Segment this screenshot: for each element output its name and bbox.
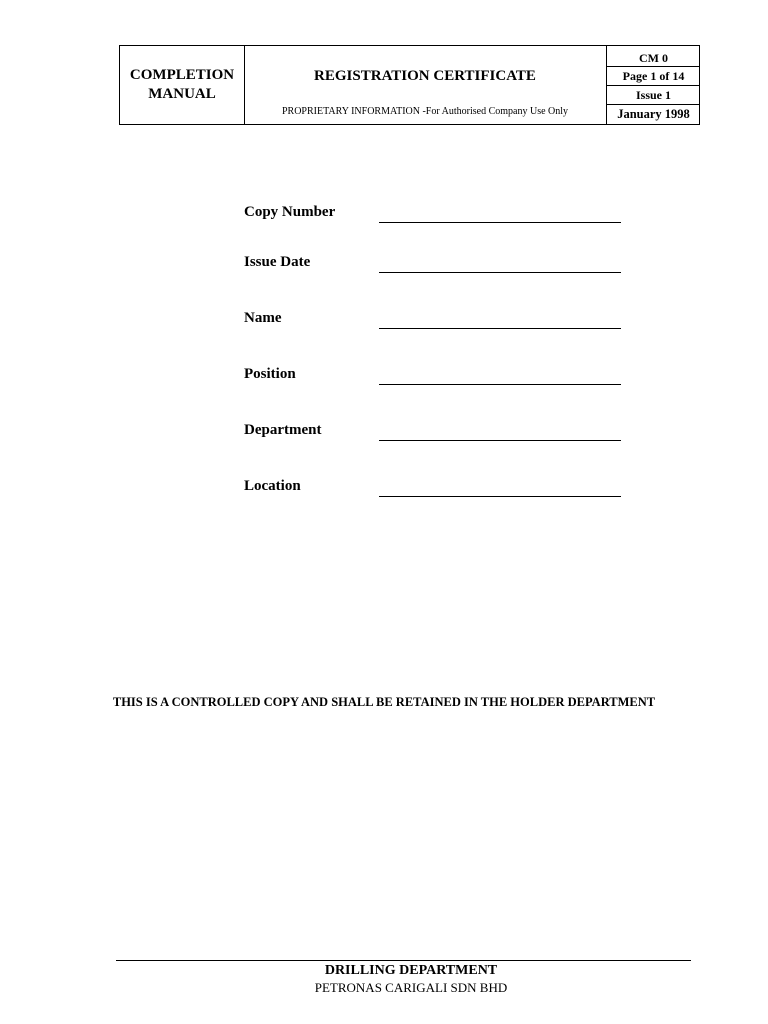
position-label: Position xyxy=(244,366,296,382)
department-field[interactable] xyxy=(379,440,621,441)
issue-number: Issue 1 xyxy=(607,85,700,104)
footer-department: DRILLING DEPARTMENT xyxy=(324,963,498,978)
issue-date-row xyxy=(244,254,621,278)
issue-date-label: Issue Date xyxy=(244,254,311,270)
position-field[interactable] xyxy=(379,384,621,385)
copy-number-label: Copy Number xyxy=(244,204,336,220)
issue-date-field[interactable] xyxy=(379,272,621,273)
copy-number-row xyxy=(244,204,621,228)
location-row xyxy=(244,478,621,502)
copy-number-field[interactable] xyxy=(379,222,621,223)
document-header xyxy=(119,45,700,125)
manual-name-line2: MANUAL xyxy=(148,86,216,102)
department-label: Department xyxy=(244,422,322,438)
department-row xyxy=(244,422,621,446)
document-control-block xyxy=(606,46,700,124)
position-row xyxy=(244,366,621,390)
name-field[interactable] xyxy=(379,328,621,329)
document-title: REGISTRATION CERTIFICATE xyxy=(314,68,536,84)
location-field[interactable] xyxy=(379,496,621,497)
name-label: Name xyxy=(244,310,282,326)
footer-company: PETRONAS CARIGALI SDN BHD xyxy=(314,980,508,995)
document-code: CM 0 xyxy=(639,51,668,65)
page-number: Page 1 of 14 xyxy=(607,66,700,85)
header-title-block xyxy=(244,46,606,124)
footer-divider xyxy=(116,960,691,961)
issue-date: January 1998 xyxy=(607,104,700,124)
controlled-copy-notice: THIS IS A CONTROLLED COPY AND SHALL BE RETAINED IN THE HOLDER DEPARTMENT xyxy=(112,695,656,709)
location-label: Location xyxy=(244,478,301,494)
name-row xyxy=(244,310,621,334)
manual-name xyxy=(120,46,245,124)
proprietary-notice: PROPRIETARY INFORMATION -For Authorised Company Use Only xyxy=(281,106,569,117)
manual-name-line1: COMPLETION xyxy=(129,67,235,83)
